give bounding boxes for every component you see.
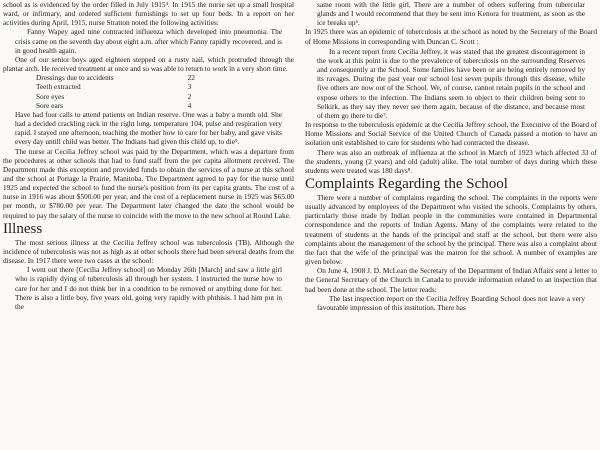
paragraph: There was also an outbreak of influenza at the school in March of 1923 which affected 33 of the students, young (2 years) and old (adult) alike. The total number of days during which these students were treated was 180 days⁸. bbox=[305, 147, 597, 175]
block-quote: Have had four calls to attend patients on Indian reserve. One was a baby a month old. She had a decided crackling rack in the right lung. temperature 104, pulse and respiration very rapid. I stayed one afternoon, teaching the mother how to care for her baby, and gave visits every day untill child was better. The Indians had given this child up, to die⁵. bbox=[15, 109, 282, 147]
table-label: Teeth extracted bbox=[36, 82, 81, 92]
table-value: 22 bbox=[187, 73, 195, 83]
table-value: 3 bbox=[187, 82, 192, 92]
paragraph: In 1925 there was an epidemic of tuberculosis at the school as noted by the Secretary of the Board of Home Missions in corresponding with Duncan C. Scott : bbox=[305, 27, 597, 46]
section-heading-complaints: Complaints Regarding the School bbox=[305, 175, 508, 192]
block-quote: Fanny Wapey aged nine contracted influenza which developed into pneumonia. The crisis came on the seventh day about eight a.m. after which Fanny rapidly recovered, and is in good health again. bbox=[15, 27, 282, 55]
table-label: Dressings due to accidents bbox=[36, 73, 114, 83]
block-quote: I went out there [Cecilia Jeffrey school] on Monday 26th [March] and saw a little girl who is rapidly dying of tuberculosis all through her system. I instructed the nurse how to care for her and I do not think her in a condition to be removed or anything done for her. There is also a little boy, five years old, going very rapidly with phthisis. I had him put in the bbox=[15, 265, 282, 311]
right-column bbox=[305, 0, 597, 312]
paragraph: The nurse at Cecilia Jeffrey school was paid by the Department, which was a departure from the procedures at other schools that had to fund staff from the per capita allotment received. The Department made this exception and provided funds to obtain the services of a nurse at this school and the school at Portage la Prairie, Manitoba. The Department agreed to pay for the nurse until 1925 and expected the school to fund the nurse's position from its per capita grants. The cost of a nurse in 1916 was about $500.00 per year, and the cost of a replacement nurse in 1925 was $65.00 per month, or $780.00 per year. The Department later changed the date the school would be required to pay the salary of the nurse to coincide with the move to the new school at Round Lake. bbox=[3, 146, 294, 220]
left-column bbox=[3, 0, 294, 311]
section-heading-illness: Illness bbox=[3, 220, 43, 237]
table-row bbox=[36, 73, 195, 82]
table-value: 4 bbox=[187, 100, 192, 110]
paragraph: On June 4, 1908 J. D. McLean the Secretary of the Department of Indian Affairs sent a letter to the General Secretary of the Church in Canada to provide information related to an inspection that had been done at the school. The letter reads: bbox=[305, 266, 597, 294]
paragraph: There were a number of complaints regarding the school. The complaints in the reports were usually advanced by employees of the Department who visited the schools. Complaints by others, particularly those made by Indian people in the communities were contained in Departmental correspondence and the reports of Indian Agents. Many of the complaints were related to the treatment of students at the hands of the principal and staff at the school, but there were also complaints about the management of the school by the principal. There was also a complaint about the fact that the wife of the principal was the matron for the school. A number of examples are given below. bbox=[305, 192, 597, 267]
block-quote: same room with the little girl. There are a number of others suffering from tubercular glands and I would recommend that they be sent into Kenora for treatment, as soon as the ice breaks up⁶. bbox=[317, 0, 585, 28]
table-row bbox=[36, 92, 195, 101]
table-row bbox=[36, 82, 195, 91]
paragraph: The most serious illness at the Cecilia Jeffrey school was tuberculosis (TB). Although the incidence of tuberculosis was not as high as at other schools there had been several deaths from the disease. In 1917 there were two cases at the school: bbox=[3, 237, 294, 266]
paragraph: In response to the tuberculosis epidemic at the Cecilia Jeffrey school, the Executive of the Board of Home Missions and Social Service of the United Church of Canada passed a motion to have an isolation unit established to care for students who had contracted the disease. bbox=[305, 120, 597, 148]
paragraph: One of our senior boys aged eighteen stepped on a rusty nail, which protruded through the plantar arch. He received treatment at once and so was able to return to work in a very short time. bbox=[3, 54, 294, 74]
table-label: Sore ears bbox=[36, 100, 63, 110]
treatment-table bbox=[36, 73, 195, 110]
table-value: 2 bbox=[187, 91, 192, 101]
table-row bbox=[36, 101, 195, 110]
block-quote: The last inspection report on the Cecilia Jeffrey Boarding School does not leave a very favourable impression of this institution. There has bbox=[317, 293, 585, 312]
block-quote: In a recent report from Cecilia Jeffrey, it was stated that the greatest discouragement in the work at this point is due to the prevalence of tuberculosis on the surrounding Reserves and consequently at the School. Some families have been or are being entirely removed by its ravages. During the past year our school lost seven pupils through this disease, while five others are now out of the School. We, of course, cannot retain pupils in the school and expose others to the infection. The Indians seem to object to their children being sent to Selkirk, as they say they never see them again, because of the distance, and because most of them go there to die⁷. bbox=[317, 46, 585, 120]
paragraph: school as is evidenced by the order filled in July 1915⁴. In 1915 the nurse set up a small hospital ward, or infirmary, and ordered sufficient furnishings to set up four beds. In a report on her activities during April, 1915, nurse Stratton noted the following activities: bbox=[3, 0, 294, 28]
table-label: Sore eyes bbox=[36, 91, 65, 101]
